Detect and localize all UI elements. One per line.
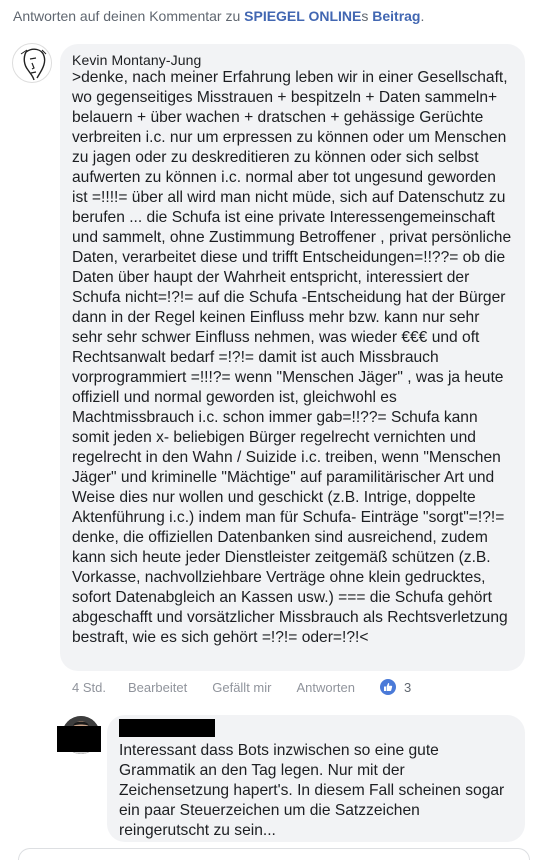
comment-bubble (60, 44, 525, 671)
comment-author[interactable]: Kevin Montany-Jung (72, 52, 202, 68)
avatar[interactable] (12, 43, 52, 83)
page-link[interactable]: SPIEGEL ONLINE (244, 8, 362, 24)
like-count-badge[interactable] (380, 679, 411, 695)
reply-input[interactable] (18, 848, 530, 860)
header-possessive: s (361, 8, 373, 24)
reply-text: Interessant dass Bots inzwischen so eine gute Grammatik an den Tag legen. Nur mit der Zeichensetzung hapert's. In diesem Fall scheinen sogar ein paar Steuerzeichen um die Satzzeichen reingerutscht zu sein... (119, 742, 505, 839)
comment-actions (72, 677, 411, 697)
like-button[interactable]: Gefällt mir (212, 679, 272, 695)
post-link[interactable]: Beitrag (372, 8, 421, 24)
reply-button[interactable]: Antworten (296, 679, 356, 695)
comment-text: >denke, nach meiner Erfahrung leben wir in einer Gesellschaft, wo gegenseitiges Misstrauen + bespitzeln + Daten sammeln+ belauern + über wachen + dratschen + gehässige Gerüchte verbreiten i.c. nur um erpressen zu können oder um Menschen zu jagen oder zu deskreditieren zu können oder sich selbst aufwerten zu können i.c. normal aber tot ungesund geworden ist =!!!!= über all wird man nicht müde, sich auf Datenschutz zu berufen ... die Schufa ist eine private Interessengemeinschaft und sammelt, ohne Zustimmung Betroffener , privat persönliche Daten, verarbeitet diese und trifft Entscheidungen=!!??= ob die Daten über haupt der Wahrheit entspricht, interessiert der Schufa nicht=!?!= auf die Schufa -Entscheidung hat der Bürger dann in der Regel keinen Einfluss mehr bzw. kann nur sehr sehr sehr schwer Einfluss nehmen, was wieder €€€ und oft Rechtsanwalt bedarf =!?!= damit ist auch Missbrauch vorprogrammiert =!!!?= wenn "Menschen Jäger" , was ja heute offiziell und normal geworden ist, gleichwohl es Machtmissbrauch i.c. schon immer gab=!!??= Schufa kann somit jeden x- beliebigen Bürger regelrecht vernichten und regelrecht in den Wahn / Suizide i.c. treiben, wenn "Menschen Jäger" und kriminelle "Mächtige" auf paramilitärischer Art und Weise dies nur wollen und geschickt (z.B. Intrige, doppelte Aktenführung i.c.) indem man für Schufa- Einträge "sorgt"=!?!= denke, die offiziellen Datenbanken sind ausreichend, zudem kann sich heute jeder Dienstleister zeitgemäß schützen (z.B. Vorkasse, nachvollziehbare Verträge ohne klein gedrucktes, sofort Datenabgleich an Kassen usw.) === die Schufa gehört abgeschafft und vorsätzlicher Missbrauch als Rechtsverletzung bestraft, wie es sich gehört =!?!= oder=!?!< (72, 69, 512, 646)
name-redaction (119, 719, 215, 737)
header-suffix: . (420, 8, 425, 24)
face-sketch-icon (13, 44, 52, 83)
reply-bubble (107, 715, 525, 842)
avatar-redaction (57, 726, 101, 752)
notification-header (13, 7, 528, 25)
edited-label[interactable]: Bearbeitet (127, 679, 188, 695)
comment-timestamp[interactable]: 4 Std. (72, 679, 106, 695)
thumbs-up-icon (380, 679, 396, 695)
header-prefix: Antworten auf deinen Kommentar zu (13, 8, 245, 24)
like-count: 3 (404, 679, 412, 695)
